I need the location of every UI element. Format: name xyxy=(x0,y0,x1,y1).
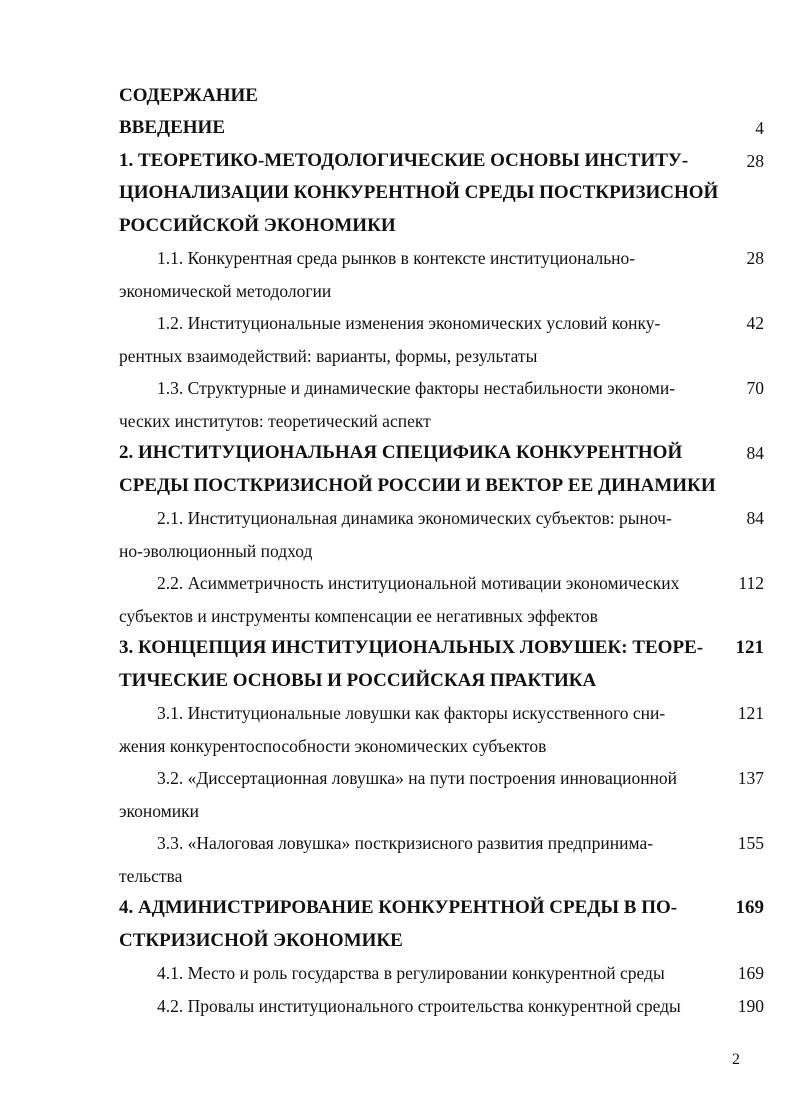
toc-entry-line: но-эволюционный подход xyxy=(119,540,313,561)
toc-page-number: 28 xyxy=(746,248,764,268)
toc-entry-line: СРЕДЫ ПОСТКРИЗИСНОЙ РОССИИ И ВЕКТОР ЕЕ ДИНАМИКИ xyxy=(119,474,716,496)
toc-page-number: 28 xyxy=(746,150,764,171)
toc-entry-line: субъектов и инструменты компенсации ее негативных эффектов xyxy=(119,605,598,626)
toc-entry-line: 4.2. Провалы институционального строительства конкурентной среды xyxy=(157,995,681,1016)
toc-page-number: 42 xyxy=(746,313,764,333)
toc-entry-line: ТИЧЕСКИЕ ОСНОВЫ И РОССИЙСКАЯ ПРАКТИКА xyxy=(119,669,597,691)
toc-page-number: 190 xyxy=(737,995,764,1016)
toc-entry-line: 1.3. Структурные и динамические факторы нестабильности экономи- xyxy=(157,378,676,398)
toc-page-number: 4 xyxy=(755,118,764,138)
toc-page-number: 169 xyxy=(737,963,764,983)
toc-page-number: 169 xyxy=(735,897,764,918)
toc-page-number: 70 xyxy=(746,378,764,398)
toc-page-number: 121 xyxy=(735,637,764,658)
toc-entry-line: 3. КОНЦЕПЦИЯ ИНСТИТУЦИОНАЛЬНЫХ ЛОВУШЕК: ТЕОРЕ- xyxy=(119,637,704,658)
toc-page-number: 112 xyxy=(738,573,764,593)
toc-page-number: 155 xyxy=(737,833,764,853)
toc-entry-line: ческих институтов: теоретический аспект xyxy=(119,410,431,431)
toc-entry-line: жения конкурентоспособности экономических субъектов xyxy=(119,735,547,756)
toc-page-number: 121 xyxy=(737,703,764,723)
toc-entry-line: 1. ТЕОРЕТИКО-МЕТОДОЛОГИЧЕСКИЕ ОСНОВЫ ИНСТИТУ- xyxy=(119,149,689,171)
toc-entry-line: РОССИЙСКОЙ ЭКОНОМИКИ xyxy=(119,214,396,236)
toc-page-number: 137 xyxy=(737,768,764,788)
toc-entry-line: рентных взаимодействий: варианты, формы, результаты xyxy=(119,345,538,366)
toc-entry-line: экономики xyxy=(119,800,199,821)
toc-entry-line: СТКРИЗИСНОЙ ЭКОНОМИКЕ xyxy=(119,929,403,951)
toc-entry-line: 4. АДМИНИСТРИРОВАНИЕ КОНКУРЕНТНОЙ СРЕДЫ В ПО- xyxy=(119,897,678,918)
toc-entry-line: 3.3. «Налоговая ловушка» посткризисного развития предпринима- xyxy=(157,833,654,853)
toc-page-number: 84 xyxy=(746,443,764,463)
toc-entry-line: экономической методологии xyxy=(119,280,332,301)
toc-entry-line: 2.1. Институциональная динамика экономических субъектов: рыноч- xyxy=(157,508,672,528)
toc-entry-line: 2. ИНСТИТУЦИОНАЛЬНАЯ СПЕЦИФИКА КОНКУРЕНТНОЙ xyxy=(119,442,683,463)
toc-page-number: 84 xyxy=(746,508,764,528)
toc-entry-line: 4.1. Место и роль государства в регулировании конкурентной среды xyxy=(157,963,665,983)
toc-entry-line: ЦИОНАЛИЗАЦИИ КОНКУРЕНТНОЙ СРЕДЫ ПОСТКРИЗИСНОЙ xyxy=(119,182,719,203)
toc-entry-line: тельства xyxy=(119,865,183,886)
page-number: 2 xyxy=(732,1051,740,1068)
toc-entry-line: ВВЕДЕНИЕ xyxy=(119,117,225,138)
toc-title: СОДЕРЖАНИЕ xyxy=(119,85,258,106)
toc-entry-line: 3.1. Институциональные ловушки как факторы искусственного сни- xyxy=(157,703,666,723)
toc-entry-line: 2.2. Асимметричность институциональной мотивации экономических xyxy=(157,573,680,593)
toc-entry-line: 1.1. Конкурентная среда рынков в контексте институционально- xyxy=(157,248,636,268)
toc-entry-line: 1.2. Институциональные изменения экономических условий конку- xyxy=(157,313,661,333)
toc-entry-line: 3.2. «Диссертационная ловушка» на пути построения инновационной xyxy=(157,768,678,788)
